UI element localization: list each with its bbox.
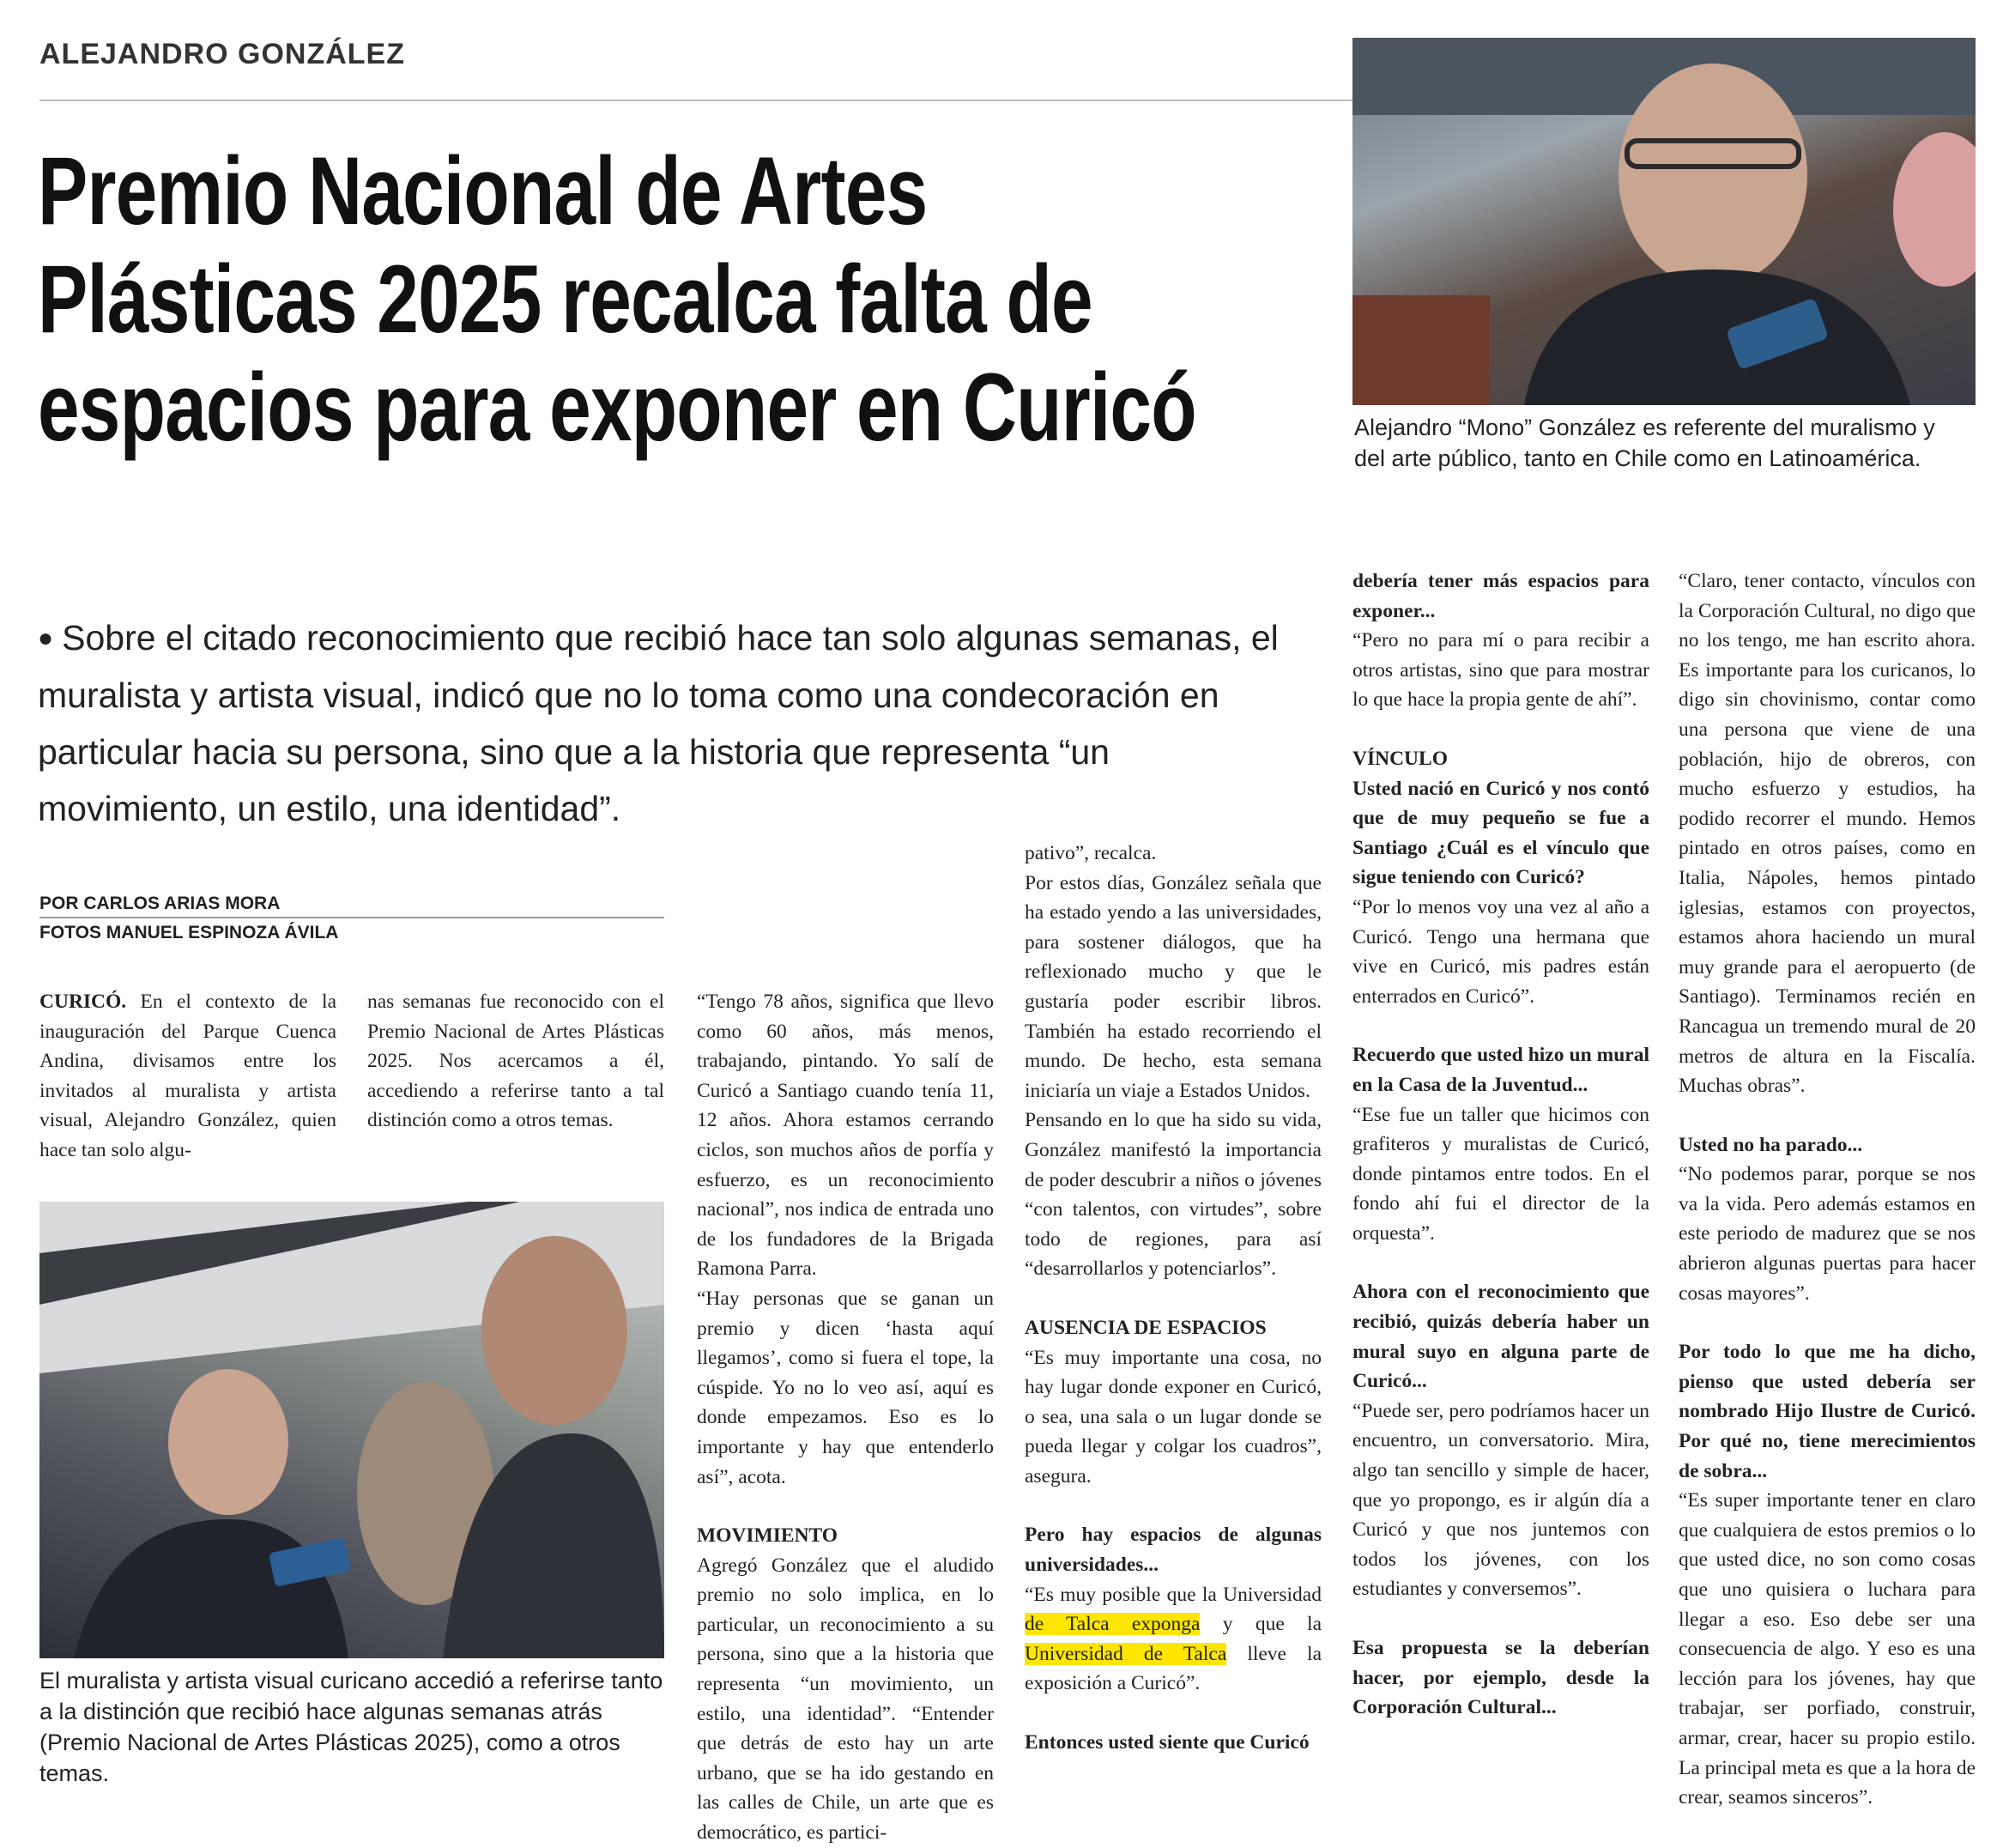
interview-question: Usted nació en Curicó y nos contó que de muy pequeño se fue a Santiago ¿Cuál es el vínculo que sigue teniendo con Curicó? <box>1352 777 1649 889</box>
headline-line-1: Premio Nacional de Artes <box>38 137 928 245</box>
headline-line-3: espacios para exponer en Curicó <box>38 354 1196 461</box>
headline-line-2: Plásticas 2025 recalca falta de <box>38 245 1092 353</box>
col1-text: En el contexto de la inauguración del Parque Cuenca Andina, divisamos entre los invitados al muralista y artista visual, Alejandro González, quien hace tan solo algu- <box>39 991 337 1161</box>
interview-question: Esa propuesta se la deberían hacer, por ejemplo, desde la Corporación Cultural... <box>1352 1637 1649 1719</box>
col2-text: nas semanas fue reconocido con el Premio Nacional de Artes Plásticas 2025. Nos acercamos a él, accediendo a referirse tanto a tal distinción como a otros temas. <box>367 991 664 1132</box>
article-column-6 <box>1679 567 1976 1813</box>
photo-top-caption: Alejandro “Mono” González es referente del muralismo y del arte público, tanto en Chile como en Latinoamérica. <box>1354 415 1935 471</box>
interview-answer: “Por lo menos voy una vez al año a Curicó. Tengo una hermana que vive en Curicó, mis padres están enterrados en Curicó”. <box>1352 895 1649 1008</box>
col4-paragraph: Pensando en lo que ha sido su vida, González manifestó la importancia de poder descubrir a niños o jóvenes “con talentos, con virtudes”, sobre todo de regiones, para así “desarrollarlos y potenciarlos”. <box>1025 1109 1322 1281</box>
section-heading-ausencia: AUSENCIA DE ESPACIOS <box>1025 1316 1267 1339</box>
article-column-5 <box>1352 567 1649 1723</box>
byline <box>39 889 338 948</box>
col3-paragraph: “Tengo 78 años, significa que llevo como 60 años, más menos, trabajando, pintando. Yo salí de Curicó a Santiago cuando tenía 11, 12 años. Ahora estamos cerrando ciclos, son muchos años de porfía y esfuerzo, es un reconocimiento nacional”, nos indica de entrada uno de los fundadores de la Brigada Ramona Parra. <box>697 991 994 1281</box>
article-column-4 <box>1025 839 1322 1758</box>
photo-placeholder-graphic <box>39 1202 664 1658</box>
lead-paragraph <box>38 609 1308 837</box>
interview-question: Pero hay espacios de algunas universidades... <box>1025 1524 1322 1577</box>
photo-interview <box>39 1202 664 1658</box>
lead-text: Sobre el citado reconocimiento que recibió hace tan solo algunas semanas, el muralista y artista visual, indicó que no lo toma como una condecoración en particular hacia su persona, sino que a la historia que representa “un movimiento, un estilo, una identidad”. <box>38 618 1279 828</box>
photo-placeholder-graphic <box>1352 38 1976 405</box>
article-column-1 <box>39 987 336 1166</box>
interview-answer: “Claro, tener contacto, vínculos con la Corporación Cultural, no digo que no los tengo, me han escrito ahora. Es importante para los curicanos, lo digo sin chovinismo, contar como una persona que viene de una población, hijo de obreros, con mucho esfuerzo y estudios, ha podido recorrer el mundo. Hemos pintado en otros países, como en Italia, Nápoles, hemos pintado iglesias, estamos con proyectos, estamos ahora haciendo un mural muy grande para el aeropuerto (de Santiago). Terminamos recién en Rancagua un tremendo mural de 20 metros de altura en la Fiscalía. Muchas obras”. <box>1679 570 1976 1098</box>
interview-answer: “Es super importante tener en claro que cualquiera de estos premios o lo que usted dice, no son como cosas que uno quisiera o luchara para llegar a eso. Eso debe ser una consecuencia de algo. Y eso es una lección para los jóvenes, hay que trabajar, ser porfiado, construir, armar, crear, hacer su propio estilo. La principal meta es que a la hora de crear, seamos sinceros”. <box>1679 1489 1976 1809</box>
bullet-icon: ● <box>38 624 54 652</box>
interview-question: Ahora con el reconocimiento que recibió, quizás debería haber un mural suyo en alguna parte de Curicó... <box>1352 1281 1649 1393</box>
top-divider <box>39 100 1352 101</box>
article-column-3 <box>697 987 994 1848</box>
interview-question: debería tener más espacios para exponer... <box>1352 570 1649 622</box>
interview-question: Entonces usted siente que Curicó <box>1025 1731 1310 1754</box>
interview-answer: “Es muy posible que la Universidad de Talca exponga y que la Universidad de Talca lleve la exposición a Curicó”. <box>1025 1583 1322 1695</box>
col4-paragraph: pativo”, recalca. <box>1025 842 1157 864</box>
highlighted-text: de Talca exponga <box>1025 1613 1201 1636</box>
byline-photos: FOTOS MANUEL ESPINOZA ÁVILA <box>39 923 339 942</box>
headline <box>38 137 1350 462</box>
col3-paragraph: Agregó González que el aludido premio no solo implica, en lo particular, un reconocimiento a su persona, sino que a la historia que representa “un movimiento, un estilo, una identidad”. “Entender que detrás de esto hay un arte urbano, que se ha ido gestando en las calles de Chile, un arte que es democrático, es partici- <box>697 1554 994 1845</box>
interview-answer: “Puede ser, pero podríamos hacer un encuentro, un conversatorio. Mira, algo tan sencillo y simple de hacer, que yo propongo, es ir algún día a Curicó y que nos juntemos con todos los jóvenes, con los estudiantes y conversemos”. <box>1352 1399 1649 1601</box>
interview-answer: “Ese fue un taller que hicimos con grafiteros y muralistas de Curicó, donde pintamos entre todos. En el fondo ahí fui el director de la orquesta”. <box>1352 1103 1649 1245</box>
byline-divider <box>39 917 664 918</box>
interview-answer: “Pero no para mí o para recibir a otros artistas, sino que para mostrar lo que hace la propia gente de ahí”. <box>1352 629 1649 712</box>
interview-question: Por todo lo que me ha dicho, pienso que usted debería ser nombrado Hijo Ilustre de Curicó. Por qué no, tiene merecimientos de sobra... <box>1679 1341 1976 1482</box>
col3-paragraph: “Hay personas que se ganan un premio y dicen ‘hasta aquí llegamos’, como si fuera el tope, la cúspide. Yo no lo veo así, aquí es donde empezamos. Eso es lo importante y hay que entenderlo así”, acota. <box>697 1287 994 1488</box>
interview-question: Recuerdo que usted hizo un mural en la Casa de la Juventud... <box>1352 1044 1649 1096</box>
col4-paragraph: “Es muy importante una cosa, no hay lugar donde exponer en Curicó, o sea, una sala o un lugar donde se pueda llegar y colgar los cuadros”, asegura. <box>1025 1346 1322 1487</box>
interview-question: Usted no ha parado... <box>1679 1133 1863 1156</box>
byline-author: POR CARLOS ARIAS MORA <box>39 894 281 913</box>
interview-answer: “No podemos parar, porque se nos va la vida. Pero además estamos en este periodo de madurez que se nos abrieron algunas puertas para hacer cosas mayores”. <box>1679 1163 1976 1305</box>
highlighted-text: Universidad de Talca <box>1025 1642 1227 1665</box>
dateline: CURICÓ. <box>39 991 127 1013</box>
section-heading-movimiento: MOVIMIENTO <box>697 1524 838 1548</box>
section-heading-vinculo: VÍNCULO <box>1352 747 1448 770</box>
col4-paragraph: Por estos días, González señala que ha estado yendo a las universidades, para sostener diálogos, que ha reflexionado mucho y que le gustaría poder escribir libros. También ha estado recorriendo el mundo. De hecho, esta semana iniciaría un viaje a Estados Unidos. <box>1025 871 1322 1102</box>
article-column-2 <box>367 987 664 1136</box>
photo-gonzalez-portrait <box>1352 38 1976 405</box>
photo-bottom-caption: El muralista y artista visual curicano accedió a referirse tanto a la distinción que recibió hace algunas semanas atrás (Premio Nacional de Artes Plásticas 2025), como a otros temas. <box>39 1668 663 1786</box>
section-label: ALEJANDRO GONZÁLEZ <box>39 38 405 70</box>
